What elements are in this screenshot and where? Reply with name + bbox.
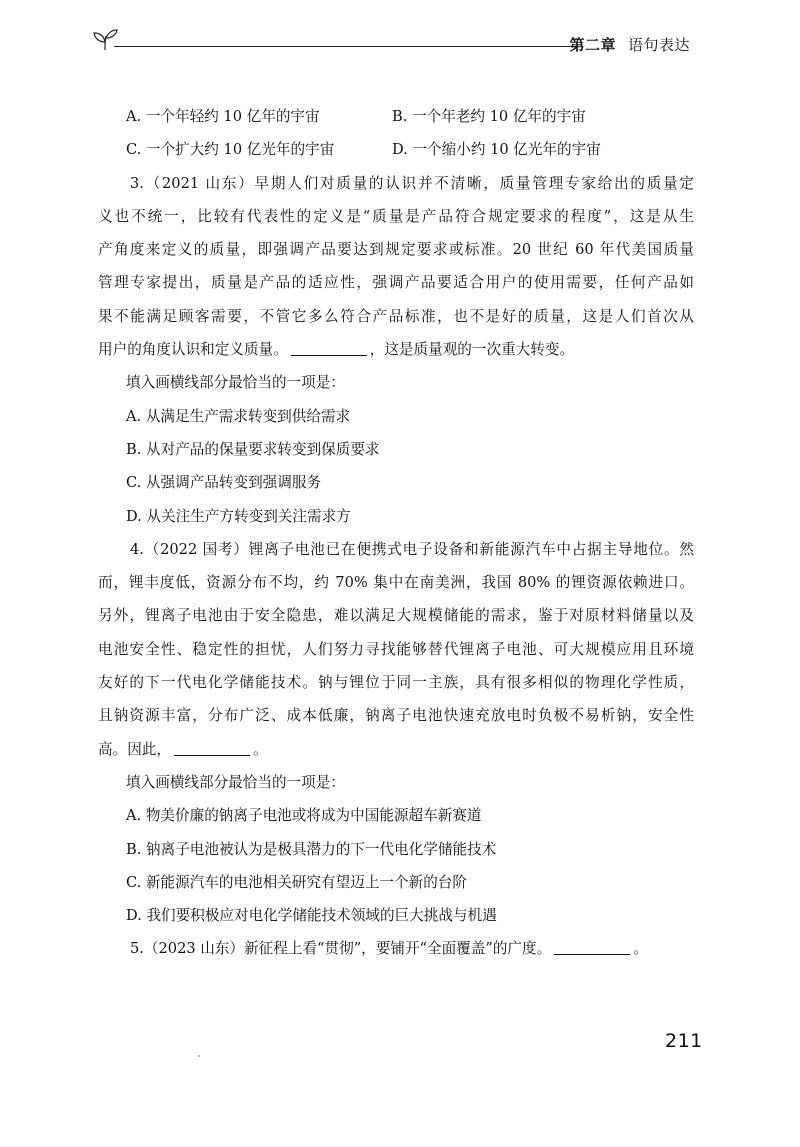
q4-option-b: B. 钠离子电池被认为是极具潜力的下一代电化学储能技术 [126,840,497,858]
q4-line-1: 4.（2022 国考）锂离子电池已在便携式电子设备和新能源汽车中占据主导地位。然 [130,540,694,558]
q3-line-6 [98,333,694,366]
prev-option-c: C. 一个扩大约 10 亿光年的宇宙 [126,141,335,159]
prev-options-row-1 [126,100,696,133]
q4-line-4: 电池安全性、稳定性的担忧，人们努力寻找能够替代锂离子电池、可大规模应用且环境 [98,640,694,658]
q3-line-4: 管理专家提出，质量是产品的适应性，强调产品要适合用户的使用需要，任何产品如 [98,274,694,292]
q3-line-2: 义也不统一，比较有代表性的定义是“质量是产品符合规定要求的程度”，这是从生 [98,207,694,225]
q3-line-1: 3.（2021 山东）早期人们对质量的认识并不清晰，质量管理专家给出的质量定 [130,174,694,192]
prev-option-d: D. 一个缩小约 10 亿光年的宇宙 [392,141,601,159]
q3-option-c: C. 从强调产品转变到强调服务 [126,474,322,492]
prev-option-b: B. 一个年老约 10 亿年的宇宙 [392,108,586,125]
scan-speck [198,1055,200,1057]
question-4 [98,533,696,933]
q4-line-3: 另外，锂离子电池由于安全隐患，难以满足大规模储能的需求，鉴于对原材料储量以及 [98,607,694,625]
q3-option-a: A. 从满足生产需求转变到供给需求 [126,407,351,425]
chapter-label: 第二章 [569,36,616,54]
q4-answer-blank [174,741,250,756]
q4-option-a: A. 物美价廉的钠离子电池或将成为中国能源超车新赛道 [126,807,482,825]
q4-option-c: C. 新能源汽车的电池相关研究有望迈上一个新的台阶 [126,873,467,891]
prev-options-row-2 [126,133,696,166]
chapter-topic: 语句表达 [627,36,690,54]
page-content [98,100,696,966]
q3-text-before-blank: 用户的角度认识和定义质量。 [98,341,288,359]
q4-option-d: D. 我们要积极应对电化学储能技术领域的巨大挑战与机遇 [126,907,497,925]
sprout-icon [92,28,118,52]
q5-text-before-blank: 5.（2023 山东）新征程上看“贯彻”，要铺开“全面覆盖”的广度。 [130,940,552,958]
question-3 [98,167,696,533]
q5-answer-blank [554,940,630,955]
q3-answer-blank [291,341,367,356]
q4-text-before-blank: 高。因此， [98,740,171,758]
header-rule [114,46,578,47]
prev-option-a: A. 一个年轻约 10 亿年的宇宙 [126,108,320,125]
q3-text-after-blank: ，这是质量观的一次重大转变。 [369,341,575,359]
q4-line-2: 而，锂丰度低，资源分布不均，约 70% 集中在南美洲，我国 80% 的锂资源依赖进口。 [98,574,694,592]
q3-line-3: 产角度来定义的质量，即强调产品要达到规定要求或标准。20 世纪 60 年代美国质量 [98,241,694,259]
q4-line-6: 且钠资源丰富，分布广泛、成本低廉，钠离子电池快速充放电时负极不易析钠，安全性 [98,707,694,725]
question-5 [130,932,696,965]
q4-text-after-blank: 。 [252,740,268,758]
q4-line-5: 友好的下一代电化学储能技术。钠与锂位于同一主族，具有很多相似的物理化学性质， [98,674,694,692]
q3-option-b: B. 从对产品的保量要求转变到保质要求 [126,440,380,458]
q4-prompt: 填入画横线部分最恰当的一项是： [126,773,345,791]
q4-line-7 [98,733,694,766]
q3-line-5: 果不能满足顾客需要，不管它多么符合产品标准，也不是好的质量，这是人们首次从 [98,307,694,325]
chapter-title [569,34,690,55]
q3-option-d: D. 从关注生产方转变到关注需求方 [126,507,351,525]
q3-prompt: 填入画横线部分最恰当的一项是： [126,374,345,392]
page-header [92,26,708,56]
q5-text-after-blank: 。 [633,940,648,958]
page-number: 211 [665,1030,703,1052]
